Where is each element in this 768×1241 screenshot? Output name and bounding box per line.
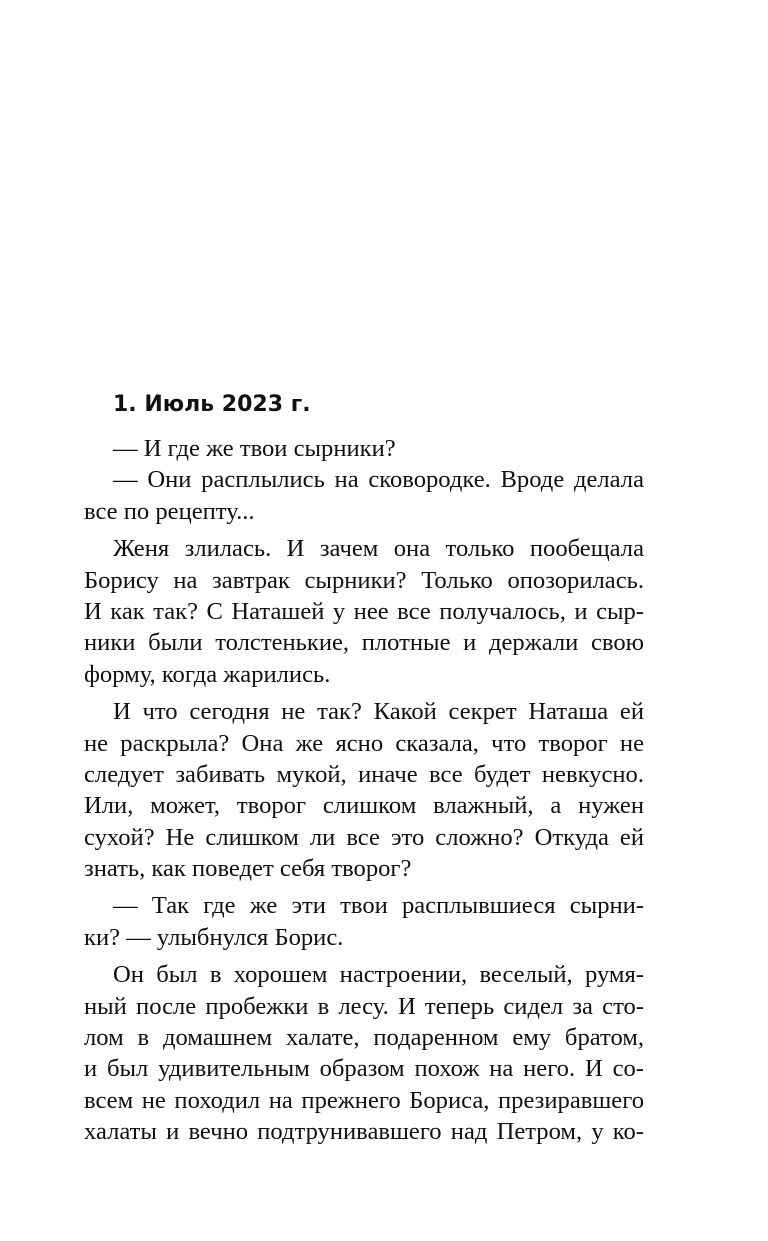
text-line: все по рецепту... (84, 497, 255, 525)
chapter-heading: 1. Июль 2023 г. (113, 392, 311, 417)
paragraph-5 (84, 890, 644, 953)
paragraph-6 (84, 959, 644, 1147)
paragraph-3 (84, 533, 644, 690)
text-line: И что сегодня не так? Какой секрет Наташа ей (113, 698, 644, 726)
text-line: не раскрыла? Она же ясно сказала, что творог не (84, 729, 644, 757)
text-line: ники были толстенькие, плотные и держали свою (84, 629, 644, 657)
text-line: — Они расплылись на сковородке. Вроде делала (113, 466, 644, 494)
text-line: форму, когда жарились. (84, 660, 331, 688)
text-line: халаты и вечно подтрунивавшего над Петром, у ко- (84, 1118, 644, 1146)
text-line: Или, может, творог слишком влажный, а нужен (84, 792, 644, 820)
text-line: всем не походил на прежнего Бориса, презиравшего (84, 1086, 644, 1114)
text-line: ки? — улыбнулся Борис. (84, 923, 344, 951)
text-line: лом в домашнем халате, подаренном ему братом, (84, 1024, 644, 1052)
body-text (84, 433, 644, 1148)
text-line: Он был в хорошем настроении, веселый, румя- (113, 961, 644, 989)
text-line: ный после пробежки в лесу. И теперь сидел за сто- (84, 992, 644, 1020)
text-line: — И где же твои сырники? (113, 435, 396, 462)
text-line: Борису на завтрак сырники? Только опозорилась. (84, 566, 644, 594)
text-line: знать, как поведет себя творог? (84, 855, 412, 883)
text-line: и был удивительным образом похож на него. И со- (84, 1055, 644, 1083)
text-line: сухой? Не слишком ли все это сложно? Откуда ей (84, 823, 644, 851)
text-line: следует забивать мукой, иначе все будет невкусно. (84, 760, 644, 788)
paragraph-4 (84, 696, 644, 884)
paragraph-2 (84, 464, 644, 527)
text-line: Женя злилась. И зачем она только пообещала (113, 535, 644, 563)
text-line: — Так где же эти твои расплывшиеся сырни- (113, 892, 644, 920)
text-line: И как так? С Наташей у нее все получалось, и сыр- (84, 597, 644, 625)
paragraph-1 (84, 433, 644, 464)
